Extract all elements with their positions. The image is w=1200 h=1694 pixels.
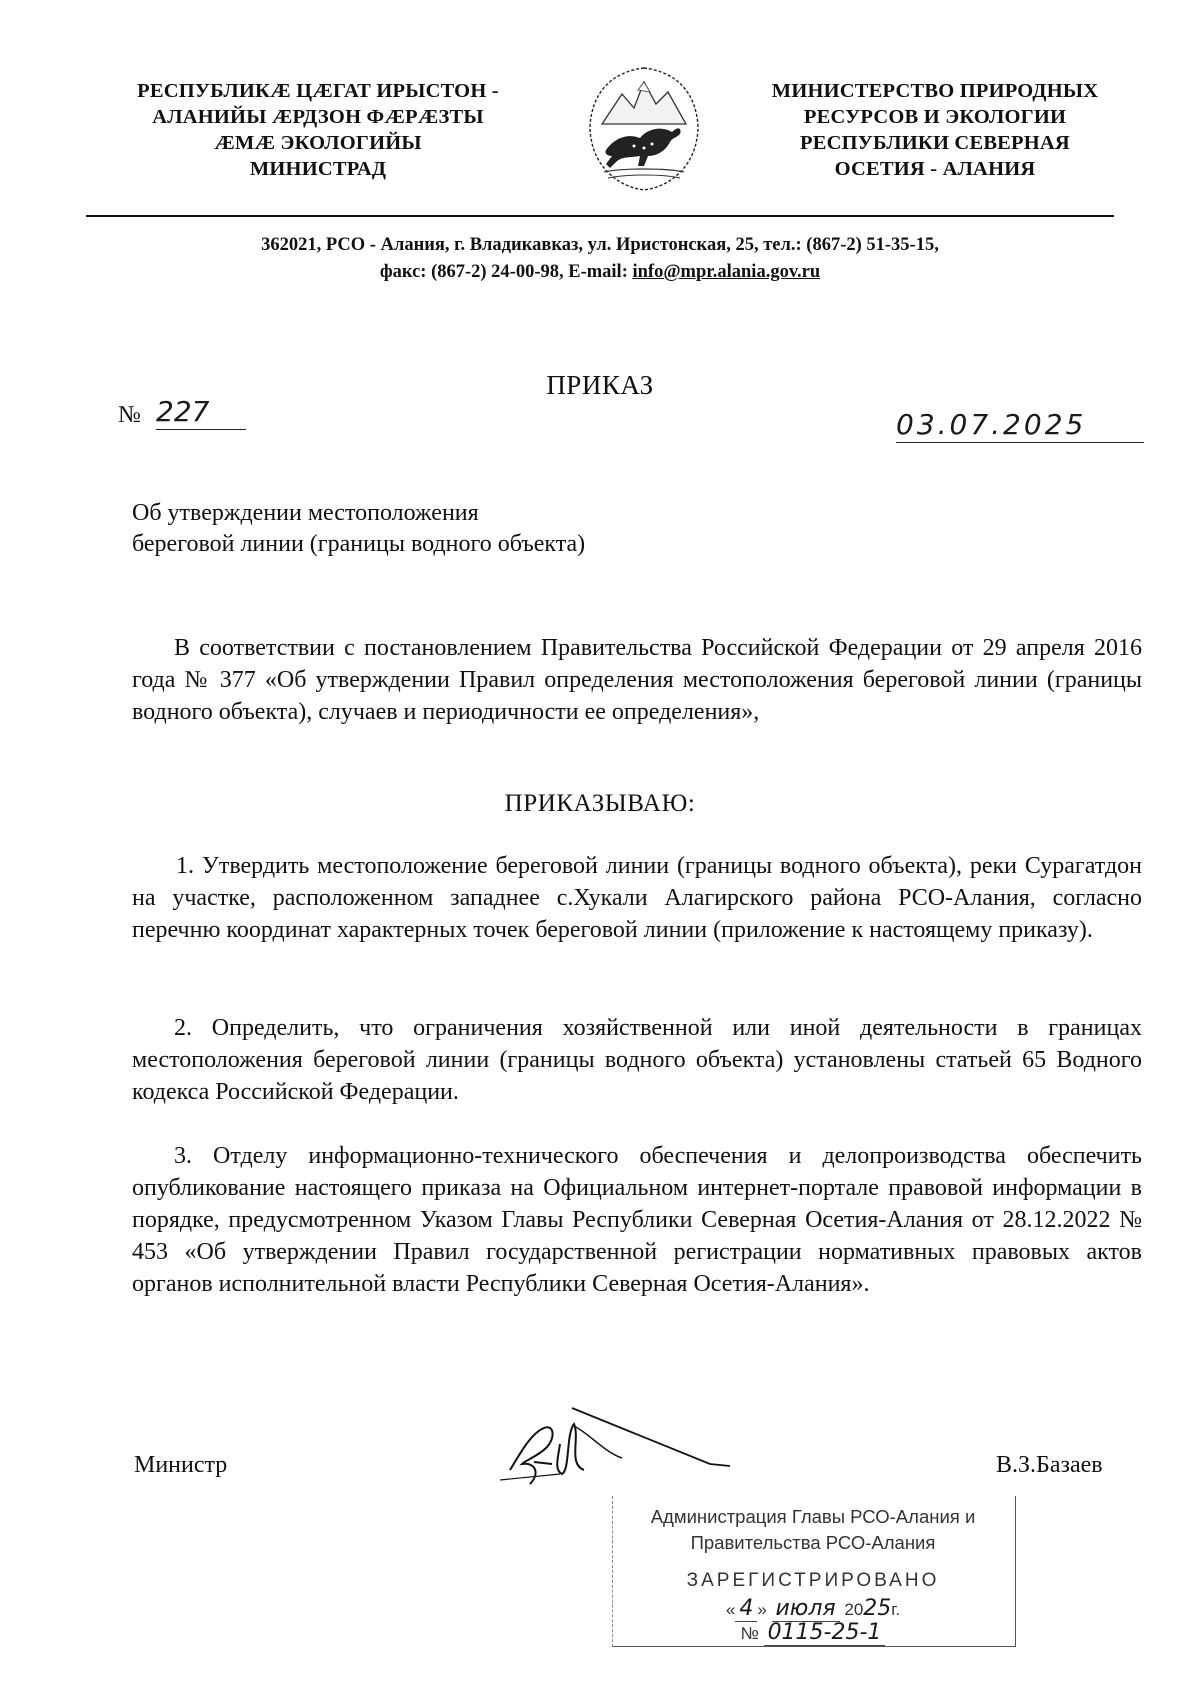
stamp-number-value: 0115-25-1 (764, 1620, 886, 1646)
header-divider (86, 215, 1114, 217)
order-item-2: 2. Определить, что ограничения хозяйственной или иной деятельности в границах местоположения береговой линии (границы водного объекта) установлены статьей 65 Водного кодекса Российской Федерации. (132, 1015, 1142, 1105)
header-left-line: АЛАНИЙЫ ӔРДЗОН ФӔРӔЗТЫ (152, 106, 484, 128)
coat-of-arms-icon (582, 64, 706, 194)
header-ossetian-ministry-name (108, 78, 528, 182)
stamp-registered: ЗАРЕГИСТРИРОВАНО (686, 1570, 940, 1591)
order-number-handwritten: 227 (156, 395, 246, 430)
order-item-1: 1. Утвердить местоположение береговой линии (границы водного объекта), реки Сурагатдон на участке, расположенном западнее с.Хукали Алагирского района РСО-Алания, согласно перечню координат характерных точек береговой линии (приложение к настоящему приказу). (132, 853, 1142, 943)
subject-line: Об утверждении местоположения (132, 500, 479, 526)
stamp-number (613, 1620, 1013, 1646)
contact-line (0, 262, 1200, 283)
stamp-number-label: № (740, 1624, 759, 1643)
stamp-year: 25 (863, 1596, 892, 1621)
header-left-line: МИНИСТРАД (249, 158, 387, 180)
email-link[interactable]: info@mpr.alania.gov.ru (632, 262, 821, 282)
stamp-date: « 4 » июля 2025г. (725, 1596, 901, 1621)
signatory-name: В.З.Базаев (996, 1452, 1103, 1478)
stamp-year-prefix: 20 (844, 1600, 864, 1619)
order-item-3: 3. Отделу информационно-технического обеспечения и делопроизводства обеспечить опубликование настоящего приказа на Официальном интернет-портале правовой информации в порядке, предусмотренном Указом Главы Республики Северная Осетия-Алания от 28.12.2022 № 453 «Об утверждении Правил государственной регистрации нормативных правовых актов органов исполнительной власти Республики Северная Осетия-Алания». (132, 1143, 1142, 1297)
stamp-day: 4 (735, 1596, 757, 1622)
header-russian-ministry-name (740, 78, 1130, 182)
order-number-label: № (118, 402, 141, 428)
signatory-title: Министр (134, 1452, 228, 1478)
header-left-line: РЕСПУБЛИКӔ ЦӔГАТ ИРЫСТОН - (137, 80, 499, 102)
stamp-year-suffix: г. (891, 1600, 901, 1619)
registration-stamp (612, 1496, 1016, 1647)
header-right-line: РЕСУРСОВ И ЭКОЛОГИИ (803, 106, 1067, 128)
stamp-month: июля (772, 1596, 840, 1622)
header-right-line: ОСЕТИЯ - АЛАНИЯ (834, 158, 1036, 180)
header-right-line: РЕСПУБЛИКИ СЕВЕРНАЯ (800, 132, 1070, 154)
fax-text: факс: (867-2) 24-00-98, E-mail: (379, 262, 633, 282)
decree-heading: ПРИКАЗЫВАЮ: (504, 790, 696, 817)
address-line: 362021, РСО - Алания, г. Владикавказ, ул. Иристонская, 25, тел.: (867-2) 51-35-15, (261, 235, 939, 255)
subject-line: береговой линии (границы водного объекта) (132, 531, 586, 557)
order-date-handwritten: 03.07.2025 (896, 408, 1144, 443)
preamble-paragraph: В соответствии с постановлением Правительства Российской Федерации от 29 апреля 2016 года № 377 «Об утверждении Правил определения местоположения береговой линии (границы водного объекта), случаев и периодичности ее определения», (132, 635, 1142, 725)
header-left-line: ӔМӔ ЭКОЛОГИЙЫ (214, 132, 422, 154)
header-right-line: МИНИСТЕРСТВО ПРИРОДНЫХ (771, 80, 1099, 102)
stamp-authority-cont: Правительства РСО-Алания (690, 1532, 936, 1553)
stamp-authority: Администрация Главы РСО-Алания и (650, 1506, 976, 1527)
document-title: ПРИКАЗ (546, 370, 654, 400)
order-subject (132, 498, 585, 560)
